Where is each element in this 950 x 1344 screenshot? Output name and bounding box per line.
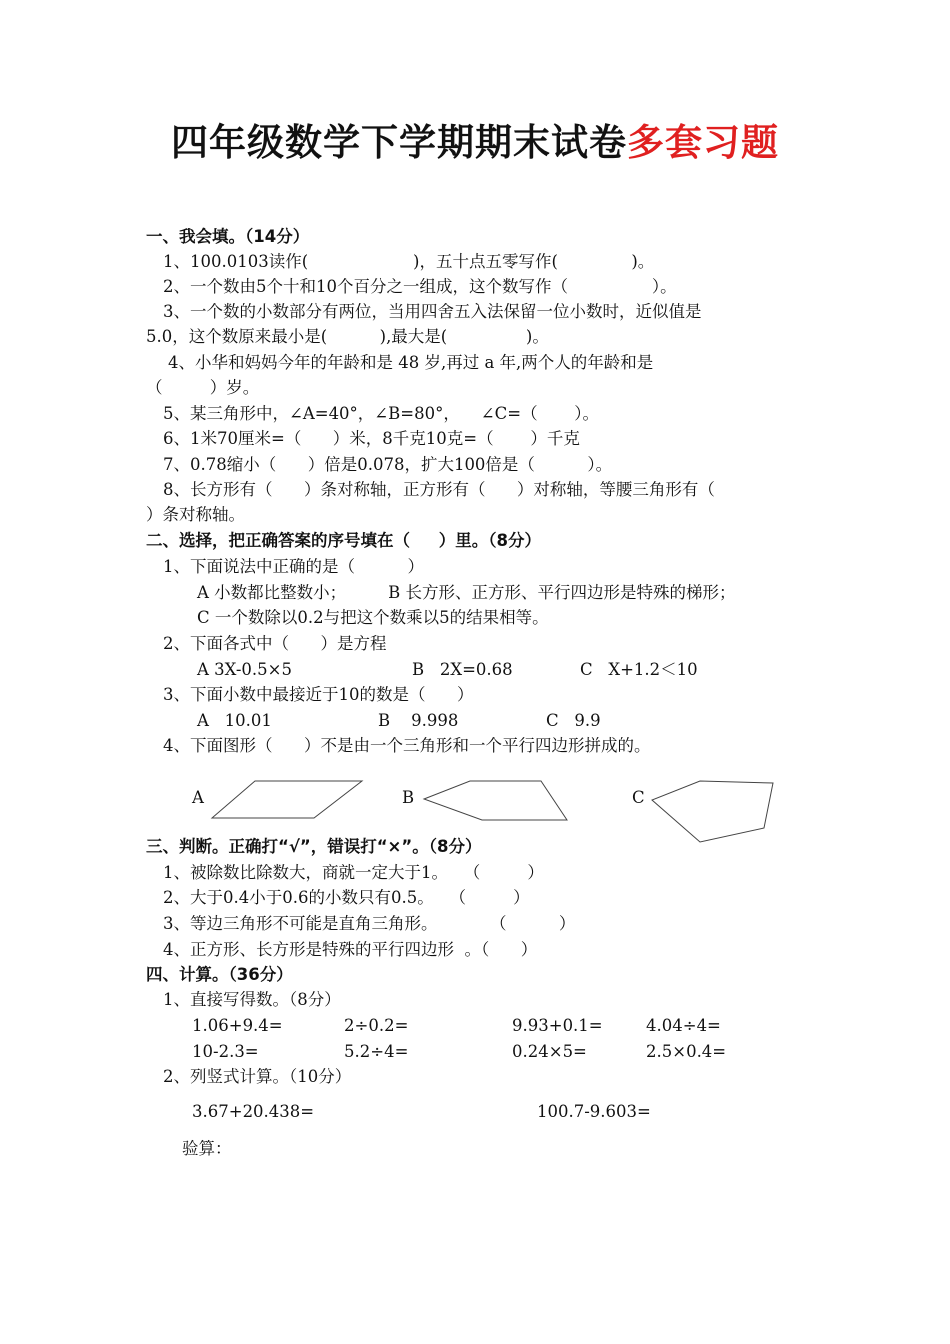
s4-r2-c1: 10-2.3= bbox=[192, 1042, 259, 1061]
s2-q3-option-a: A 10.01 bbox=[197, 711, 272, 730]
s1-q4-line2: （ ）岁。 bbox=[146, 378, 260, 397]
s2-q2-option-a: A 3X-0.5×5 bbox=[197, 660, 292, 679]
s2-q1-option-c: C 一个数除以0.2与把这个数乘以5的结果相等。 bbox=[197, 608, 549, 627]
shape-label-c: C bbox=[632, 788, 645, 807]
s1-q1: 1、100.0103读作( )，五十点五零写作( )。 bbox=[163, 252, 655, 271]
s1-q6: 6、1米70厘米=（ ）米，8千克10克=（ ）千克 bbox=[163, 429, 580, 448]
section2-heading: 二、选择，把正确答案的序号填在（ ）里。（8分） bbox=[146, 531, 541, 550]
s2-q1: 1、下面说法中正确的是（ ） bbox=[163, 557, 424, 576]
shape-b-hexagon bbox=[424, 781, 567, 820]
s1-q5: 5、某三角形中，∠A=40°，∠B=80°， ∠C=（ ）。 bbox=[163, 404, 600, 423]
s4-q2: 2、列竖式计算。（10分） bbox=[163, 1067, 352, 1086]
shape-label-b: B bbox=[402, 788, 415, 807]
s4-r2-c4: 2.5×0.4= bbox=[646, 1042, 727, 1061]
s2-q4: 4、下面图形（ ）不是由一个三角形和一个平行四边形拼成的。 bbox=[163, 736, 651, 755]
title-highlight: 多套习题 bbox=[627, 121, 779, 164]
s2-q3: 3、下面小数中最接近于10的数是（ ） bbox=[163, 685, 474, 704]
s4-calc-1: 3.67+20.438= bbox=[192, 1102, 315, 1121]
s1-q7: 7、0.78缩小（ ）倍是0.078，扩大100倍是（ ）。 bbox=[163, 455, 613, 474]
s4-r1-c4: 4.04÷4= bbox=[646, 1016, 721, 1035]
s1-q3-line1: 3、一个数的小数部分有两位，当用四舍五入法保留一位小数时，近似值是 bbox=[163, 302, 702, 321]
s1-q2: 2、一个数由5个十和10个百分之一组成，这个数写作（ ）。 bbox=[163, 277, 677, 296]
s1-q8-line2: ）条对称轴。 bbox=[146, 505, 245, 524]
s4-r1-c1: 1.06+9.4= bbox=[192, 1016, 283, 1035]
s2-q1-options-ab: A 小数都比整数小； B 长方形、正方形、平行四边形是特殊的梯形； bbox=[197, 583, 736, 602]
s4-r1-c2: 2÷0.2= bbox=[344, 1016, 409, 1035]
section4-heading: 四、计算。（36分） bbox=[146, 965, 293, 984]
s4-r1-c3: 9.93+0.1= bbox=[512, 1016, 603, 1035]
shape-a-parallelogram bbox=[212, 781, 362, 818]
s2-q2-option-b: B 2X=0.68 bbox=[412, 660, 513, 679]
s4-r2-c2: 5.2÷4= bbox=[344, 1042, 409, 1061]
section3-heading: 三、判断。正确打“√”，错误打“×”。（8分） bbox=[146, 837, 482, 856]
s1-q3-line2: 5.0，这个数原来最小是( ),最大是( )。 bbox=[146, 327, 549, 346]
s3-q1: 1、被除数比除数大，商就一定大于1。 （ ） bbox=[163, 863, 544, 882]
s4-r2-c3: 0.24×5= bbox=[512, 1042, 587, 1061]
s1-q4-line1: 4、小华和妈妈今年的年龄和是 48 岁,再过 a 年,两个人的年龄和是 bbox=[168, 353, 654, 372]
s1-q8-line1: 8、长方形有（ ）条对称轴，正方形有（ ）对称轴，等腰三角形有（ bbox=[163, 480, 715, 499]
s2-q3-option-b: B 9.998 bbox=[378, 711, 459, 730]
section1-heading: 一、我会填。（14分） bbox=[146, 227, 310, 246]
s3-q3: 3、等边三角形不可能是直角三角形。 （ ） bbox=[163, 914, 576, 933]
s2-q2-option-c: C X+1.2＜10 bbox=[580, 660, 698, 679]
title-main: 四年级数学下学期期末试卷 bbox=[171, 121, 627, 164]
shape-c-pentagon bbox=[652, 781, 773, 842]
s4-calc-2: 100.7-9.603= bbox=[537, 1102, 651, 1121]
s2-q3-option-c: C 9.9 bbox=[546, 711, 601, 730]
s4-q1: 1、直接写得数。（8分） bbox=[163, 990, 341, 1009]
s2-q2: 2、下面各式中（ ）是方程 bbox=[163, 634, 387, 653]
shape-label-a: A bbox=[192, 788, 204, 807]
s4-check-label: 验算： bbox=[182, 1139, 232, 1158]
s3-q2: 2、大于0.4小于0.6的小数只有0.5。 （ ） bbox=[163, 888, 530, 907]
s3-q4: 4、正方形、长方形是特殊的平行四边形 。（ ） bbox=[163, 940, 538, 959]
